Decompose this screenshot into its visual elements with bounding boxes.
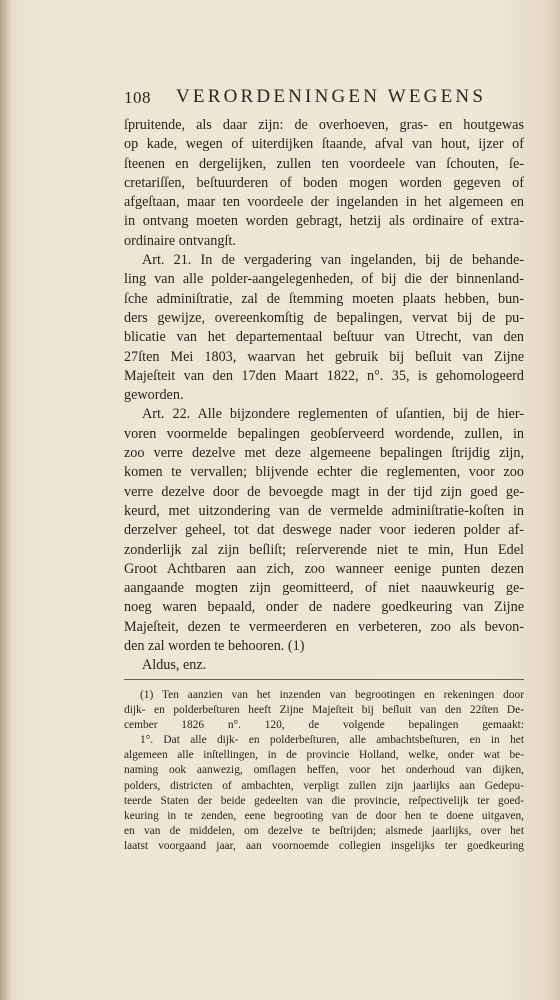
text-line: Art. 21. In de vergadering van ingelanden, bij de behande- — [142, 252, 524, 269]
running-title: VERORDENINGEN WEGENS — [176, 86, 487, 107]
text-line: den zal worden te behooren. (1) — [124, 638, 305, 655]
text-line: in ontvang moeten worden gebragt, hetzij als ordinaire of extra- — [124, 213, 524, 230]
text-line: afgeſtaan, maar ten voordeele der ingelanden in het algemeen en — [124, 194, 524, 211]
footnote-rule — [124, 679, 524, 680]
footnote-line: keuring in te zenden, eene begrooting van de door hen te doene uitgaven, — [124, 809, 524, 822]
page-number: 108 — [124, 88, 151, 107]
text-line: ſpruitende, als daar zijn: de overhoeven, gras- en houtgewas — [124, 117, 524, 133]
footnote-line: (1) Ten aanzien van het inzenden van begrootingen en rekeningen door — [140, 689, 524, 701]
text-line: verre dezelve door de bevoegde magt in der tijd zijn goed ge- — [124, 483, 524, 500]
footnote-line: algemeen alle inſtellingen, in de provincie Holland, welke, onder wat be- — [124, 749, 524, 762]
text-line: ordinaire ontvangſt. — [124, 232, 236, 249]
gutter-shadow — [0, 0, 12, 1000]
text-line: keurd, met uitzondering van de vermelde adminiſtratie-koſten in — [124, 502, 524, 519]
text-line: aangaande mogten zijn geomitteerd, of niet naauwkeurig ge- — [124, 580, 524, 597]
footnote-line: 1°. Dat alle dijk- en polderbeſturen, alle ambachtsbeſturen, en in het — [140, 734, 524, 747]
text-line: komen te vervallen; blijvende echter die reglementen, voor zoo — [124, 464, 524, 481]
text-line: voren voormelde bepalingen geobſerveerd wordende, zullen, in — [124, 425, 524, 442]
footnote-line: laatst voorgaand jaar, aan voornoemde collegien insgelijks ter goedkeuring — [124, 839, 524, 852]
footnote — [124, 688, 524, 854]
footnote-line: teerde Staten der beide gedeelten van die provincie, reſpectivelijk ter goed- — [124, 794, 524, 807]
text-line: noeg waren bepaald, onder de nadere goedkeuring van Zijne — [124, 599, 524, 616]
text-line: cretariſſen, beſtuurderen of boden mogen worden gegeven of — [124, 174, 524, 191]
text-line: ſteenen en dergelijken, zullen ten voordeele van ſchouten, ſe- — [124, 155, 524, 172]
text-line: Aldus, enz. — [142, 657, 207, 674]
text-line: derzelver geheel, tot dat deswege nader voor iederen polder af- — [124, 522, 524, 539]
text-line: zoo verre dezelve met deze algemeene bepalingen ſtrijdig zijn, — [124, 445, 524, 462]
footnote-line: en van de middelen, om dezelve te beſtrijden; alsmede jaarlijks, over het — [124, 824, 524, 837]
text-line: Majeſteit, dezen te vermeerderen en verbeteren, zoo als bevon- — [124, 618, 524, 635]
footnote-line: cember 1826 n°. 120, de volgende bepalingen gemaakt: — [124, 719, 524, 732]
text-line: Art. 22. Alle bijzondere reglementen of uſantien, bij de hier- — [142, 406, 524, 423]
page-header — [124, 86, 514, 110]
text-line: ſche adminiſtratie, zal de ſtemming moeten plaats hebben, bun- — [124, 290, 524, 307]
text-line: Groot Achtbaren aan zich, zoo wanneer eenige punten dezen — [124, 560, 524, 577]
body-text — [124, 116, 524, 676]
text-line: blicatie van het departementaal beſtuur van Utrecht, van den — [124, 329, 524, 346]
text-line: ders gewijze, overeenkomſtig de bepalingen, vervat bij de pu- — [124, 309, 524, 326]
text-line: op kade, wegen of uiterdijken ſtaande, afval van hout, ijzer of — [124, 136, 524, 153]
text-line: geworden. — [124, 387, 184, 404]
text-line: ling van alle polder-aangelegenheden, of bij die der binnenland- — [124, 271, 524, 288]
text-line: zonderlijk zal zijn beſliſt; reſerverende niet te min, Hun Edel — [124, 541, 524, 558]
footnote-line: polders, districten of ambachten, verpligt zullen zijn jaarlijks aan Gedepu- — [124, 779, 524, 792]
footnote-line: naming ook aanwezig, omſlagen heffen, voor het onderhoud van dijken, — [124, 764, 524, 777]
text-line: 27ſten Mei 1803, waarvan het gebruik bij beſluit van Zijne — [124, 348, 524, 365]
footnote-line: dijk- en polderbeſturen heeft Zijne Majeſteit bij beſluit van den 22ſten De- — [124, 704, 524, 717]
text-line: Majeſteit van den 17den Maart 1822, n°. 35, is gehomologeerd — [124, 367, 524, 384]
